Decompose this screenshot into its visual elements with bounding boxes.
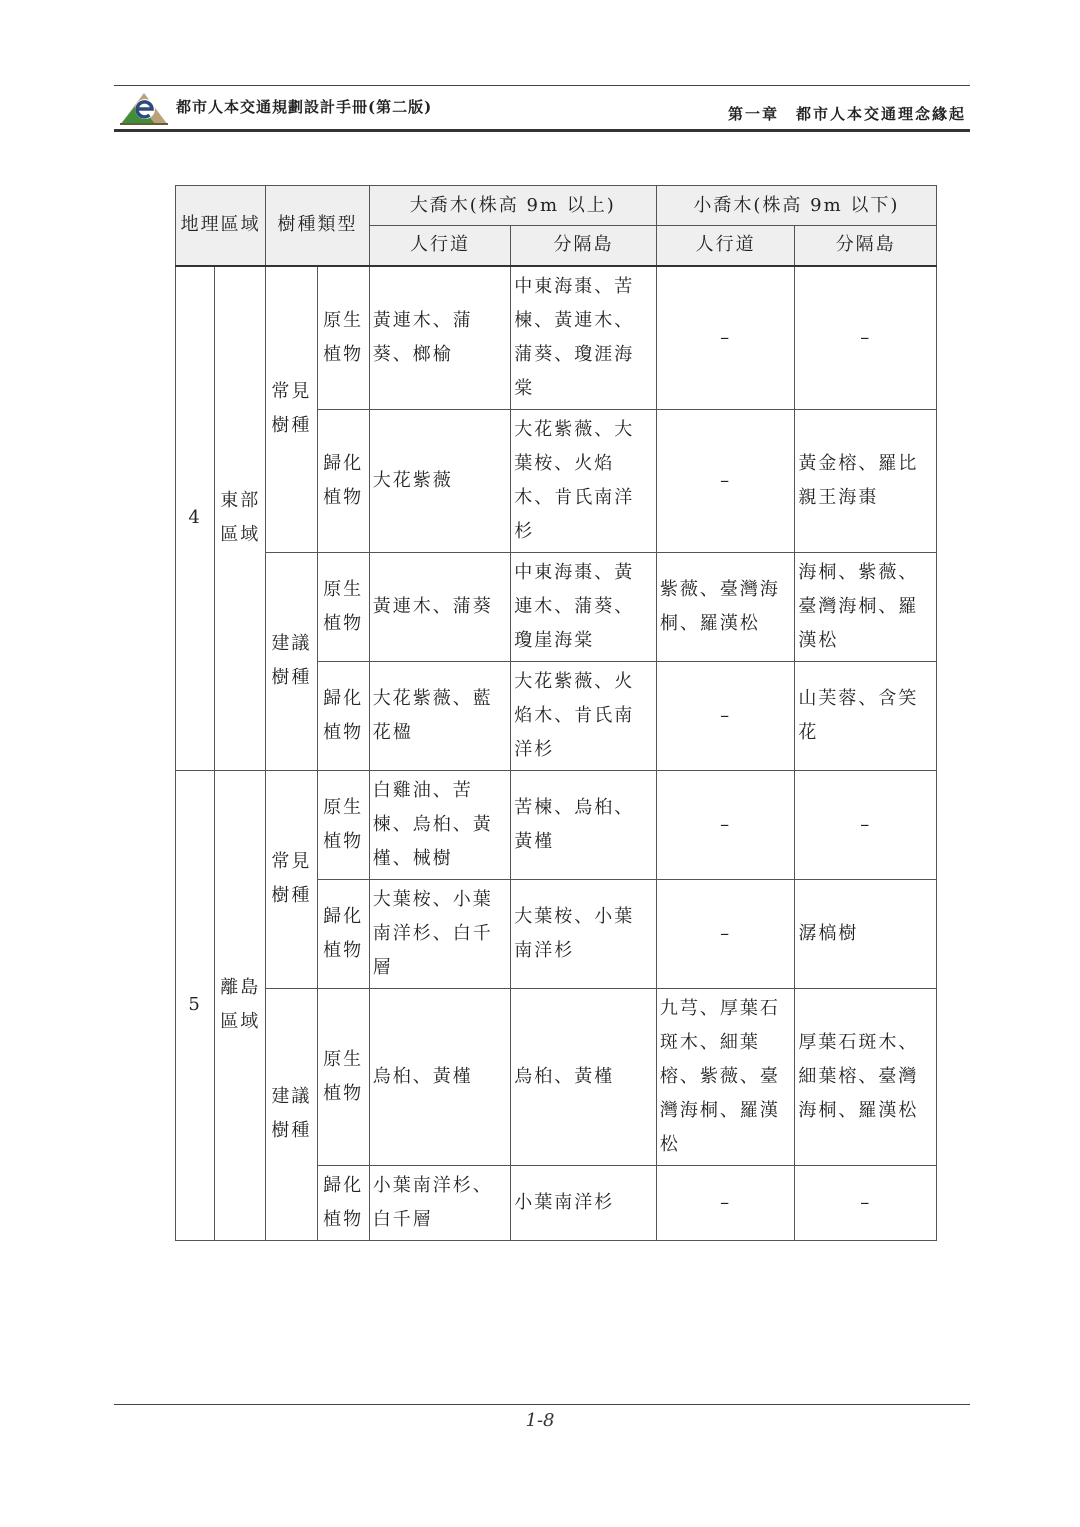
plant-kind: 歸化植物 <box>317 661 369 770</box>
region-number: 5 <box>176 770 215 1240</box>
region-number: 4 <box>176 266 215 771</box>
large-sidewalk-cell: 黃連木、蒲葵、榔榆 <box>369 266 511 410</box>
large-median-cell: 苦楝、烏桕、黃槿 <box>511 770 657 879</box>
small-median-cell: 厚葉石斑木、細葉榕、臺灣海桐、羅漢松 <box>795 988 937 1165</box>
large-sidewalk-cell: 大葉桉、小葉南洋杉、白千層 <box>369 879 511 988</box>
small-median-cell: 潺槁樹 <box>795 879 937 988</box>
large-sidewalk-cell: 烏桕、黃槿 <box>369 988 511 1165</box>
header-rule-bottom <box>114 129 970 132</box>
header-large-median: 分隔島 <box>511 226 657 266</box>
large-sidewalk-cell: 大花紫薇 <box>369 409 511 552</box>
tree-species-table <box>175 185 937 1241</box>
small-median-cell: – <box>795 266 937 410</box>
tree-category: 常見樹種 <box>266 266 317 553</box>
small-median-cell: 山芙蓉、含笑花 <box>795 661 937 770</box>
plant-kind: 歸化植物 <box>317 879 369 988</box>
plant-kind: 歸化植物 <box>317 1165 369 1240</box>
header-tree-type: 樹種類型 <box>266 186 369 266</box>
e-mountain-logo-icon <box>118 89 170 127</box>
page-number: 1-8 <box>525 1410 555 1431</box>
small-sidewalk-cell: – <box>656 661 795 770</box>
plant-kind: 原生植物 <box>317 988 369 1165</box>
plant-kind: 原生植物 <box>317 266 369 410</box>
header-region: 地理區域 <box>176 186 266 266</box>
large-median-cell: 大葉桉、小葉南洋杉 <box>511 879 657 988</box>
large-sidewalk-cell: 大花紫薇、藍花楹 <box>369 661 511 770</box>
large-median-cell: 大花紫薇、大葉桉、火焰木、肯氏南洋杉 <box>511 409 657 552</box>
table-row <box>176 266 937 410</box>
large-median-cell: 烏桕、黃槿 <box>511 988 657 1165</box>
small-sidewalk-cell: – <box>656 879 795 988</box>
table-row <box>176 988 937 1165</box>
large-sidewalk-cell: 小葉南洋杉、白千層 <box>369 1165 511 1240</box>
small-sidewalk-cell: 九芎、厚葉石斑木、細葉榕、紫薇、臺灣海桐、羅漢松 <box>656 988 795 1165</box>
large-median-cell: 中東海棗、黃連木、蒲葵、瓊崖海棠 <box>511 552 657 661</box>
small-sidewalk-cell: – <box>656 266 795 410</box>
plant-kind: 歸化植物 <box>317 409 369 552</box>
document-title: 都市人本交通規劃設計手冊(第二版) <box>176 98 433 116</box>
tree-category: 常見樹種 <box>266 770 317 988</box>
region-name: 東部區域 <box>215 266 266 771</box>
header-small-tree: 小喬木(株高 9m 以下) <box>656 186 936 226</box>
header-small-median: 分隔島 <box>795 226 937 266</box>
table-row <box>176 552 937 661</box>
tree-category: 建議樹種 <box>266 988 317 1240</box>
header-large-tree: 大喬木(株高 9m 以上) <box>369 186 656 226</box>
small-sidewalk-cell: – <box>656 409 795 552</box>
small-sidewalk-cell: 紫薇、臺灣海桐、羅漢松 <box>656 552 795 661</box>
large-median-cell: 小葉南洋杉 <box>511 1165 657 1240</box>
table-row <box>176 770 937 879</box>
header-rule-top <box>114 85 970 86</box>
region-name: 離島區域 <box>215 770 266 1240</box>
plant-kind: 原生植物 <box>317 552 369 661</box>
large-sidewalk-cell: 白雞油、苦楝、烏桕、黃槿、械樹 <box>369 770 511 879</box>
small-sidewalk-cell: – <box>656 1165 795 1240</box>
header-small-sidewalk: 人行道 <box>656 226 795 266</box>
chapter-title: 第一章 都市人本交通理念緣起 <box>727 105 966 123</box>
plant-kind: 原生植物 <box>317 770 369 879</box>
large-median-cell: 中東海棗、苦楝、黃連木、蒲葵、瓊涯海棠 <box>511 266 657 410</box>
footer-rule <box>114 1404 970 1405</box>
large-sidewalk-cell: 黃連木、蒲葵 <box>369 552 511 661</box>
tree-category: 建議樹種 <box>266 552 317 770</box>
small-median-cell: 黃金榕、羅比親王海棗 <box>795 409 937 552</box>
small-median-cell: 海桐、紫薇、臺灣海桐、羅漢松 <box>795 552 937 661</box>
small-sidewalk-cell: – <box>656 770 795 879</box>
small-median-cell: – <box>795 770 937 879</box>
header-large-sidewalk: 人行道 <box>369 226 511 266</box>
large-median-cell: 大花紫薇、火焰木、肯氏南洋杉 <box>511 661 657 770</box>
small-median-cell: – <box>795 1165 937 1240</box>
